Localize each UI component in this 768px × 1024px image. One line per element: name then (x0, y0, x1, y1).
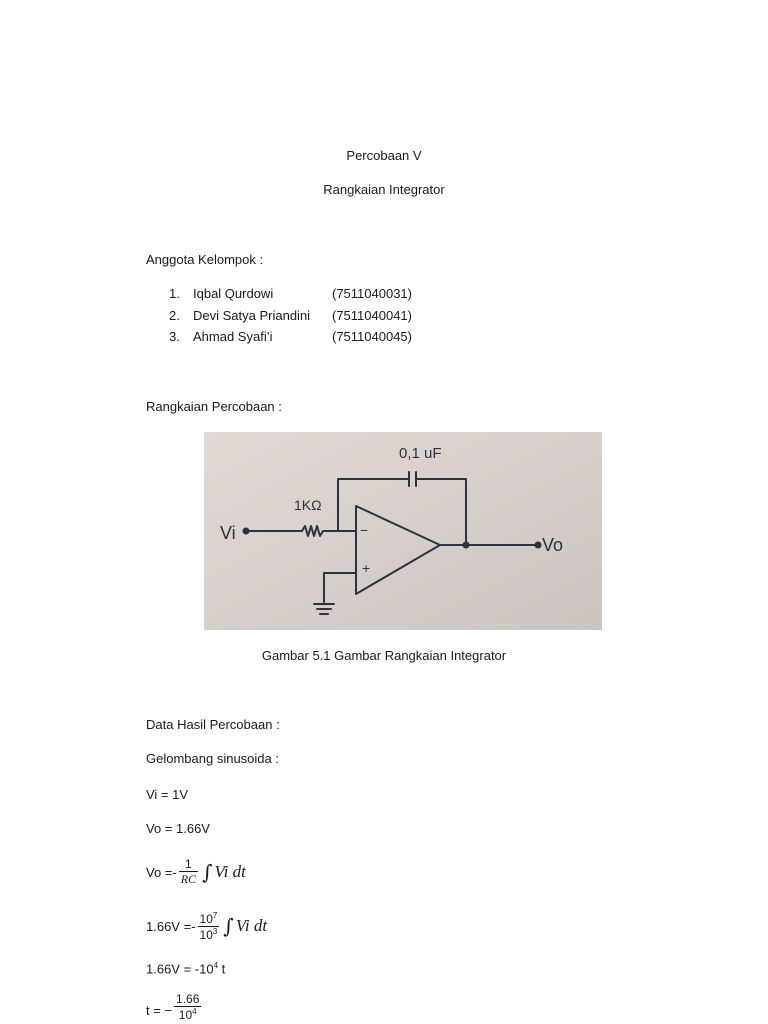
member-name: Iqbal Qurdowi (193, 286, 274, 301)
member-item (0, 329, 768, 347)
denominator-exponent: 4 (192, 1007, 197, 1016)
circuit-photo (204, 432, 602, 630)
fraction-2 (198, 911, 220, 942)
wave-type: Gelombang sinusoida : (146, 751, 279, 766)
circuit-heading: Rangkaian Percobaan : (146, 399, 282, 414)
minus-sign: − (360, 522, 369, 538)
equation-2-lhs: 1.66V =- (146, 918, 196, 934)
member-number: 3. (169, 329, 180, 344)
denominator-base: 10 (199, 927, 213, 942)
fraction-denominator: RC (180, 872, 197, 886)
results-heading: Data Hasil Percobaan : (146, 717, 280, 732)
member-name: Devi Satya Priandini (193, 308, 311, 323)
equation-1 (146, 852, 246, 892)
member-number: 2. (169, 308, 180, 323)
integrand: Vi dt (235, 916, 268, 935)
vi-value: Vi = 1V (146, 787, 189, 802)
equation-3 (146, 961, 225, 976)
vo-value: Vo = 1.66V (146, 821, 210, 836)
equation-3-rhs: t (218, 961, 226, 977)
member-id: (7511040041) (332, 308, 412, 323)
integral-sign: ∫ (223, 914, 234, 938)
member-number: 1. (169, 286, 180, 301)
denominator-base: 10 (178, 1008, 193, 1022)
fraction-numerator: 1.66 (176, 992, 200, 1006)
member-name: Ahmad Syafi’i (193, 329, 273, 344)
numerator-base: 10 (199, 911, 213, 926)
equation-4 (146, 992, 203, 1024)
member-id: (7511040045) (332, 329, 412, 344)
fraction-numerator: 1 (185, 857, 192, 871)
plus-sign: + (362, 560, 371, 576)
equation-2 (146, 906, 267, 946)
integrand: Vi dt (214, 862, 246, 881)
fraction-denominator (174, 1006, 201, 1022)
page-title: Percobaan V (346, 148, 422, 163)
integral-sign: ∫ (202, 860, 213, 884)
capacitor-label: 0,1 uF (399, 445, 442, 462)
equation-3-exponent: 4 (213, 961, 219, 970)
equation-1-lhs: Vo =- (146, 864, 177, 880)
figure-caption: Gambar 5.1 Gambar Rangkaian Integrator (261, 648, 507, 663)
input-label: Vi (220, 523, 236, 543)
equation-3-lhs: 1.66V = -10 (146, 961, 214, 977)
output-label: Vo (542, 535, 564, 555)
numerator-exponent: 7 (212, 910, 218, 920)
resistor-label: 1KΩ (294, 497, 322, 513)
fraction-numerator (198, 911, 220, 926)
member-item (0, 308, 768, 326)
fraction-4 (174, 992, 201, 1022)
member-id: (7511040031) (332, 286, 412, 301)
page-subtitle: Rangkaian Integrator (323, 182, 445, 197)
denominator-exponent: 3 (212, 926, 218, 936)
equation-4-lhs: t = − (146, 1003, 173, 1018)
fraction-1-rc (179, 857, 198, 887)
fraction-denominator (198, 926, 220, 942)
member-item (0, 286, 768, 304)
members-heading: Anggota Kelompok : (146, 252, 264, 267)
